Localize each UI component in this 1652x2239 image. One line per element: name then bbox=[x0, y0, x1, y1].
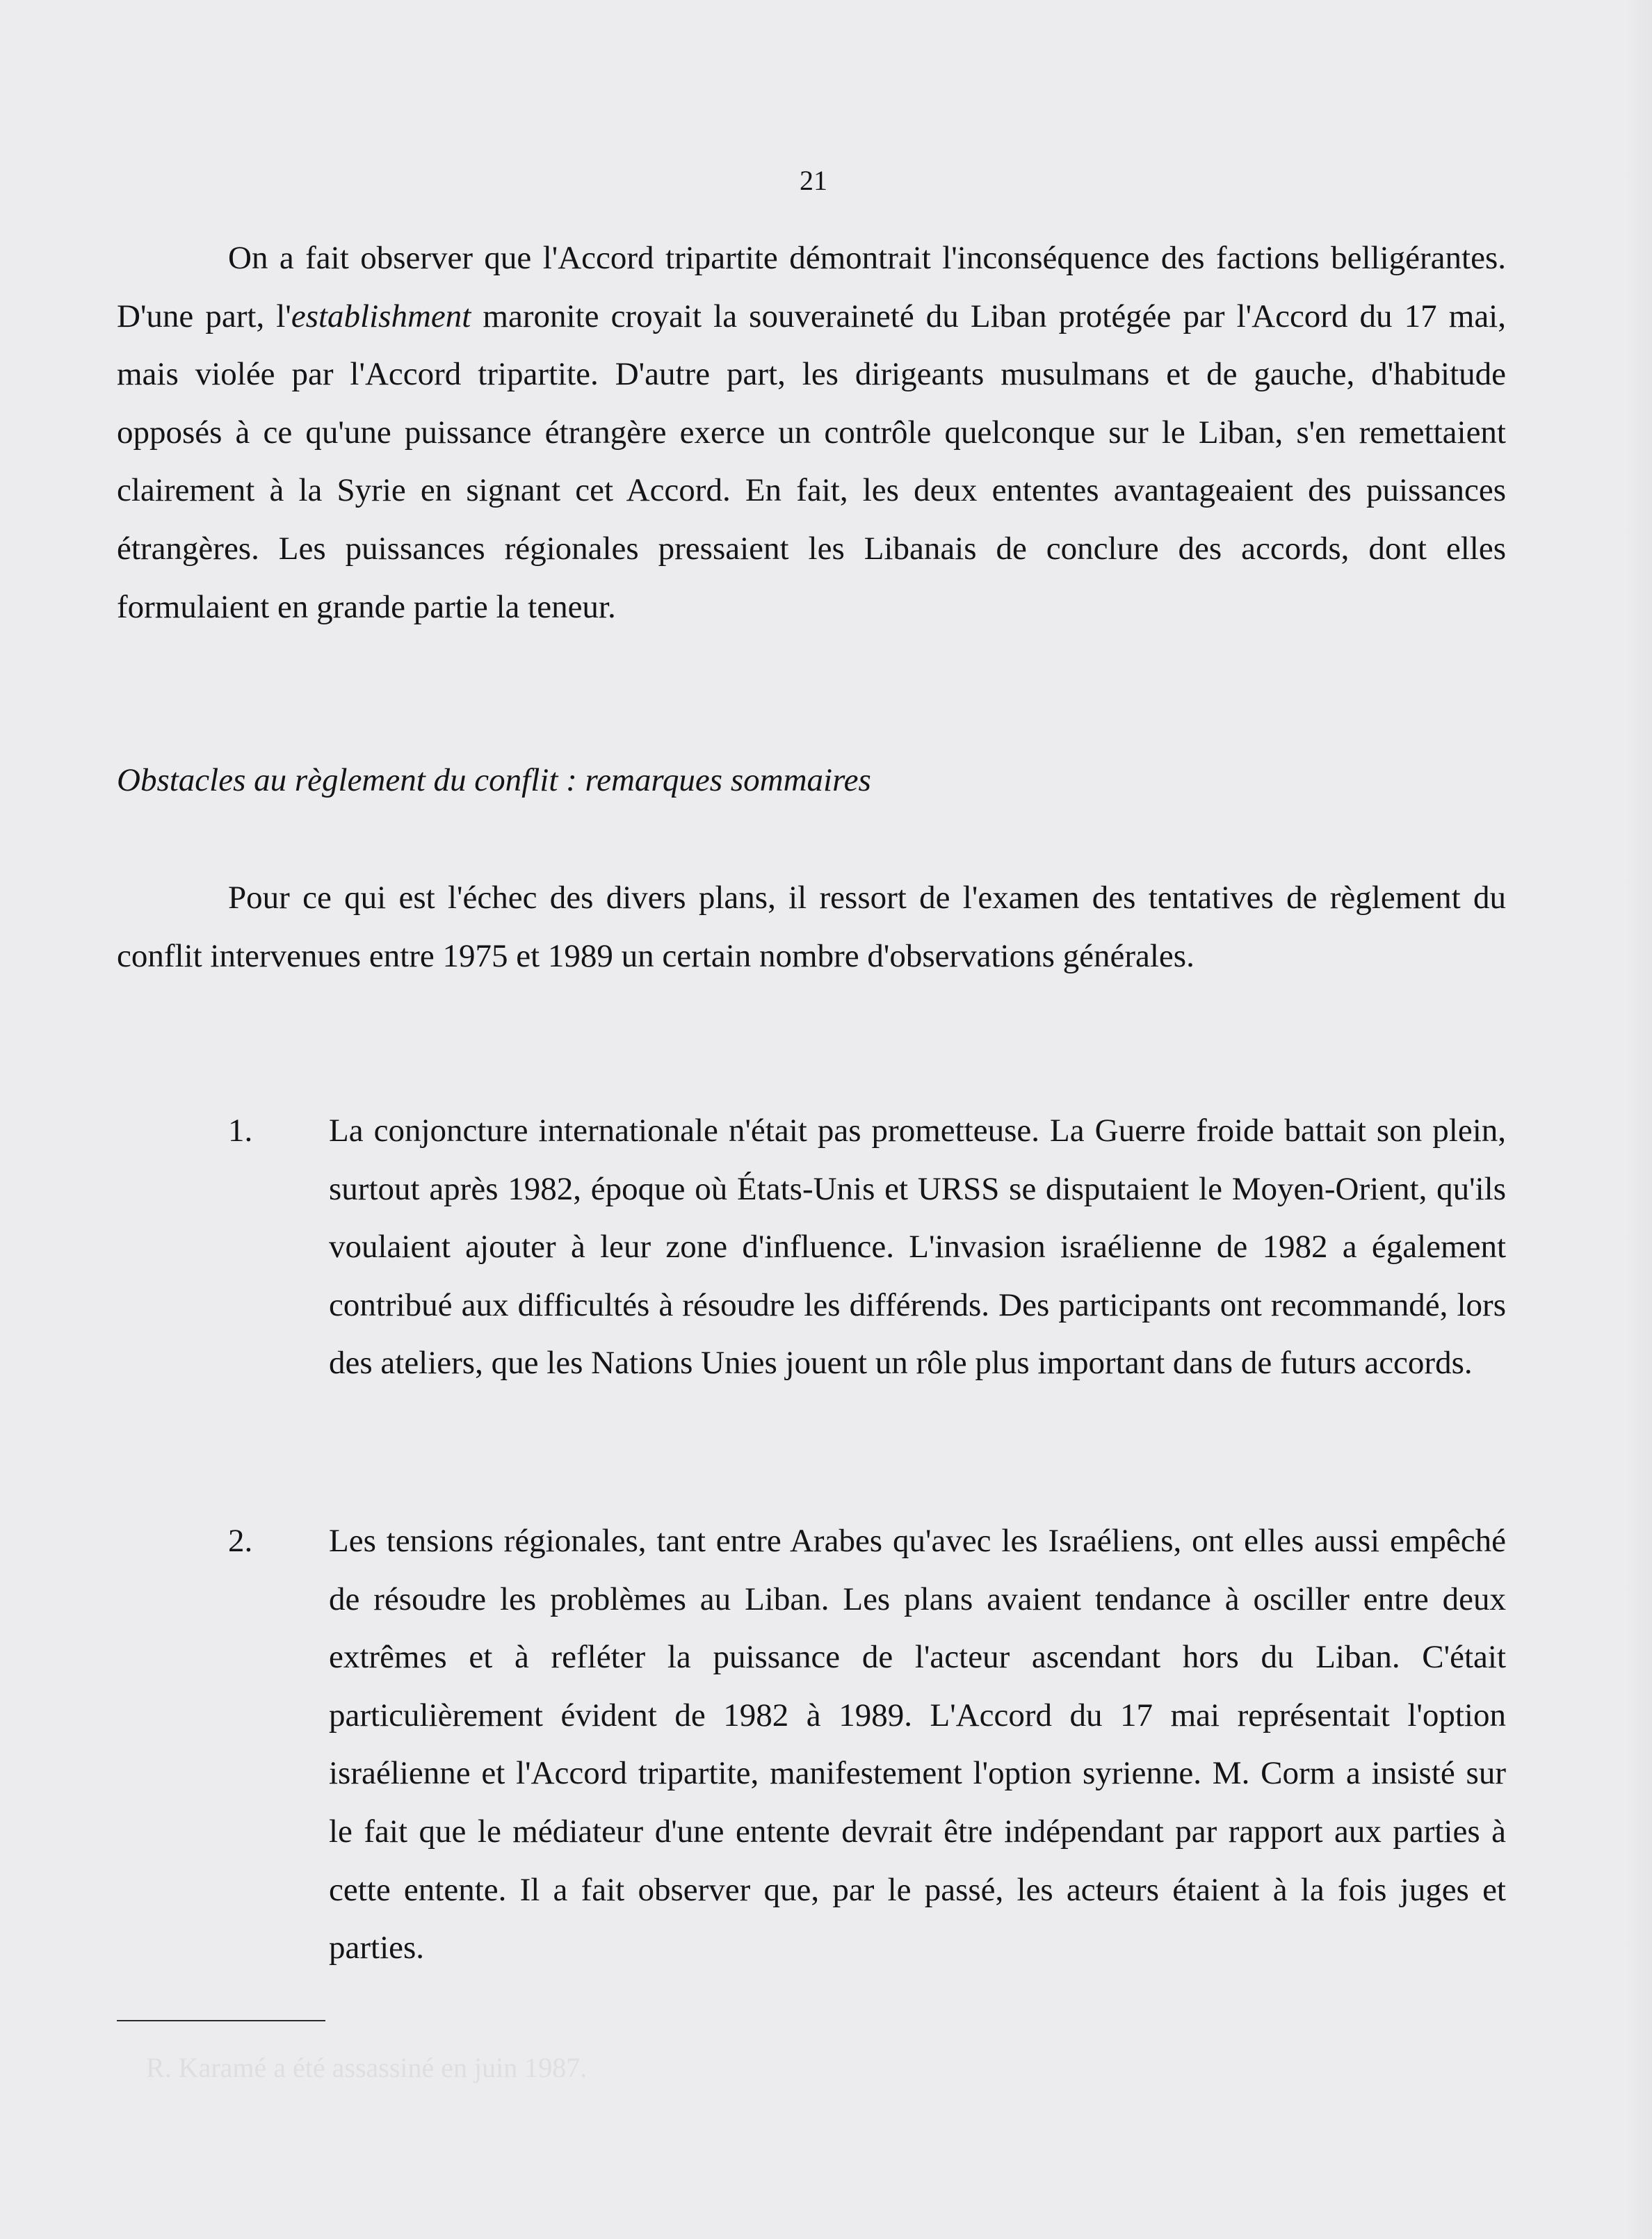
list-number: 2. bbox=[228, 1523, 253, 1559]
section-heading: Obstacles au règlement du conflit : remarques sommaires bbox=[117, 762, 871, 798]
italic-term: establishment bbox=[291, 298, 471, 334]
page-number: 21 bbox=[800, 165, 827, 196]
paragraph-accord-tripartite bbox=[117, 229, 1506, 636]
paragraph-observations: Pour ce qui est l'échec des divers plans, il ressort de l'examen des tentatives de règlement du conflit intervenues entre 1975 et 1989 un certain nombre d'observations générales. bbox=[117, 880, 1506, 974]
paragraph-text-end: maronite croyait la souveraineté du Liban protégée par l'Accord du 17 mai, mais violée par l'Accord tripartite. D'autre part, les dirigeants musulmans et de gauche, d'habitude opposés à ce qu'une puissance étrangère exerce un contrôle quelconque sur le Liban, s'en remettaient clairement à la Syrie en signant cet Accord. En fait, les deux ententes avantageaient des puissances étrangères. Les puissances régionales pressaient les Libanais de conclure des accords, dont elles formulaient en grande partie la teneur. bbox=[117, 298, 1506, 625]
list-number: 1. bbox=[228, 1113, 253, 1149]
page-edge-shadow bbox=[1624, 0, 1652, 2239]
list-text: Les tensions régionales, tant entre Arabes qu'avec les Israéliens, ont elles aussi empêché de résoudre les problèmes au Liban. Les plans avaient tendance à osciller entre deux extrêmes et à refléter la puissance de l'acteur ascendant hors du Liban. C'était particulièrement évident de 1982 à 1989. L'Accord du 17 mai représentait l'option israélienne et l'Accord tripartite, manifestement l'option syrienne. M. Corm a insisté sur le fait que le médiateur d'une entente devrait être indépendant par rapport aux parties à cette entente. Il a fait observer que, par le passé, les acteurs étaient à la fois juges et parties. bbox=[329, 1523, 1506, 1966]
bleed-through-footnote: R. Karamé a été assassiné en juin 1987. bbox=[146, 2052, 588, 2083]
paragraph-text-start: On a fait observer que l'Accord tripartite démontrait l'inconséquence des factions belligérantes. D'une part, l' bbox=[117, 240, 1506, 334]
list-text: La conjoncture internationale n'était pas prometteuse. La Guerre froide battait son plein, surtout après 1982, époque où États-Unis et URSS se disputaient le Moyen-Orient, qu'ils voulaient ajouter à leur zone d'influence. L'invasion israélienne de 1982 a également contribué aux difficultés à résoudre les différends. Des participants ont recommandé, lors des ateliers, que les Nations Unies jouent un rôle plus important dans de futurs accords. bbox=[329, 1113, 1506, 1382]
footnote-divider bbox=[117, 2020, 325, 2021]
